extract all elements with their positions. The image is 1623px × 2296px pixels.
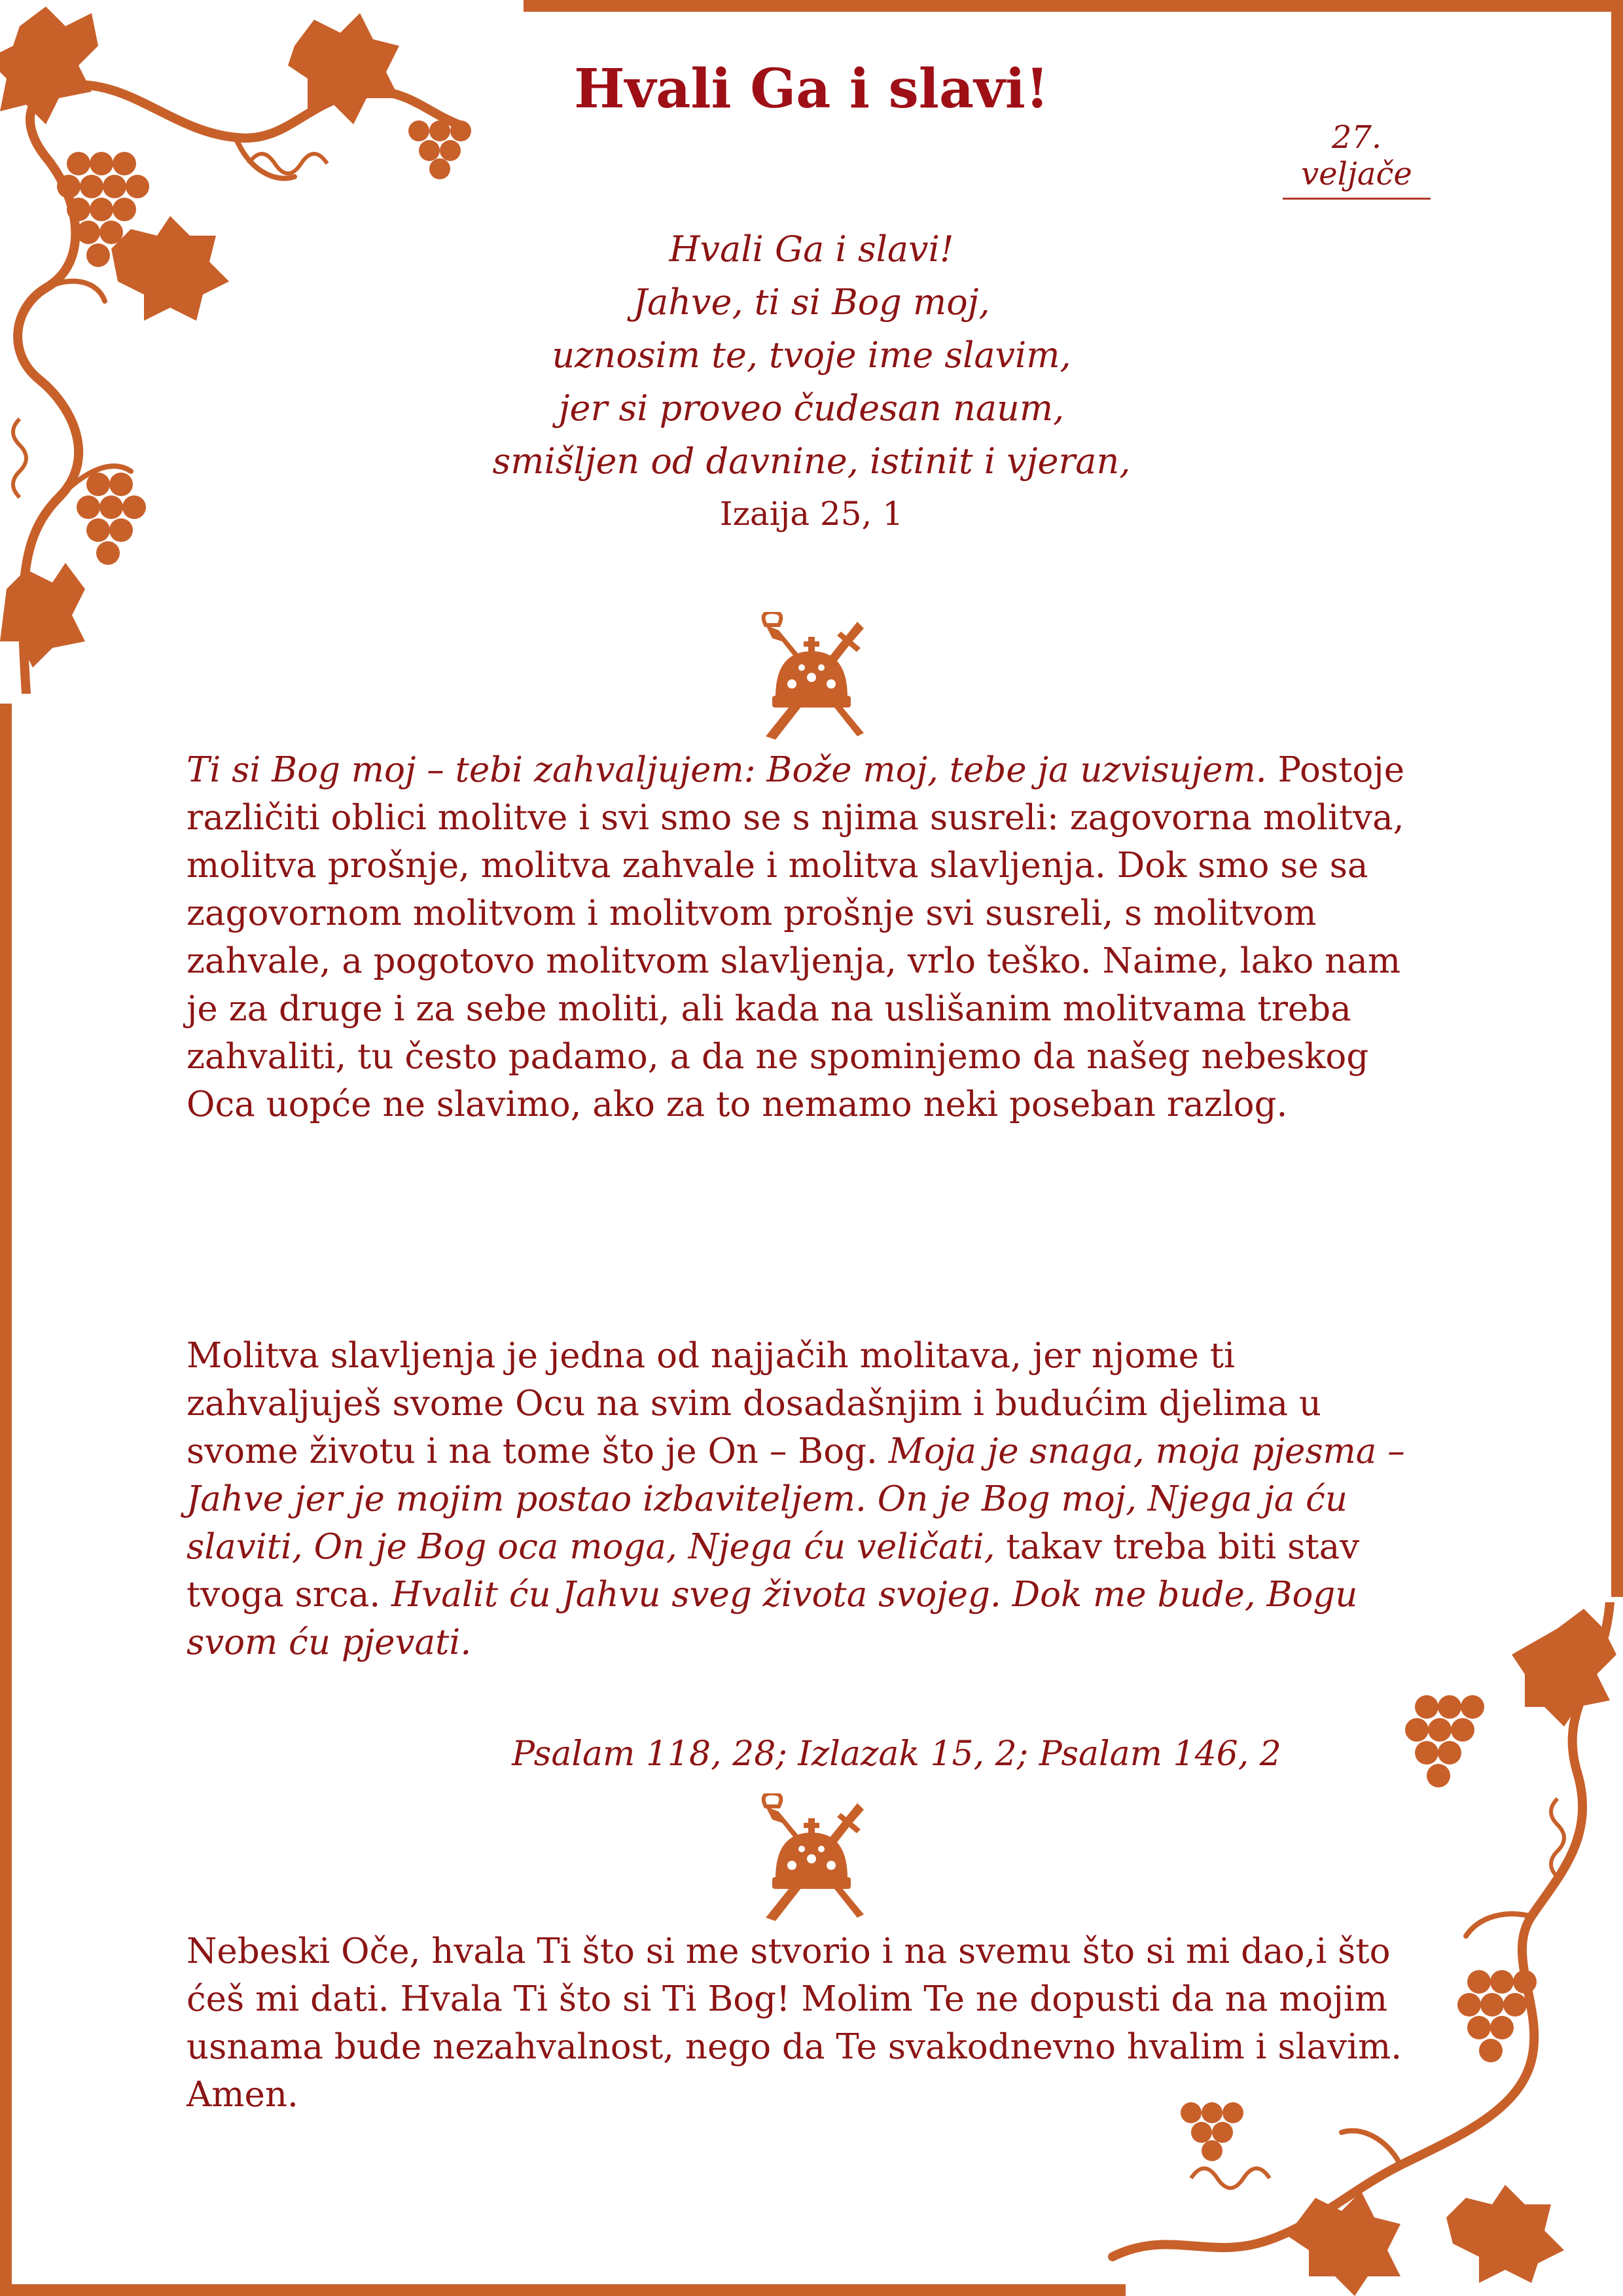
scripture-quote: Hvalit ću Jahvu sveg života svojeg. Dok me bude, Bogu svom ću pjevati.	[187, 1575, 1358, 1662]
verse-line: Jahve, ti si Bog moj,	[633, 281, 990, 323]
verse-line: jer si proveo čudesan naum,	[558, 387, 1065, 429]
frame-border-left	[0, 704, 12, 2296]
date-label: 27. veljače	[1283, 119, 1431, 200]
paragraph-intro	[187, 746, 1430, 1128]
page-title: Hvali Ga i slavi!	[574, 58, 1049, 120]
scripture-quote: Ti si Bog moj – tebi zahvaljujem: Bože moj, tebe ja uzvisujem.	[187, 750, 1267, 790]
scripture-reference: Psalam 118, 28; Izlazak 15, 2; Psalam 146, 2	[512, 1734, 1281, 1774]
verse-reference: Izaija 25, 1	[719, 495, 904, 533]
paragraph-text: Molitva slavljenja je jedna od najjačih molitava, jer njome ti zahvaljuješ svome Ocu na svim dosadašnjim i budućim djelima u svome životu i na tome što je On – Bog.	[187, 1336, 1322, 1471]
paragraph-text: Postoje različiti oblici molitve i svi smo se s njima susreli: zagovorna molitva, molitva prošnje, molitva zahvale i molitva slavljenja. Dok smo se sa zagovornom molitvom i molitvom prošnje svi susreli, s molitvom zahvale, a pogotovo molitvom slavljenja, vrlo teško. Naime, lako nam je za druge i za sebe moliti, ali kada na uslišanim molitvama treba zahvaliti, tu često padamo, a da ne spominjemo da našeg nebeskog Oca uopće ne slavimo, ako za to nemamo neki poseban razlog.	[187, 750, 1405, 1124]
opening-verse	[0, 223, 1623, 541]
crown-crozier-sword-icon	[746, 612, 877, 743]
verse-line: smišljen od davnine, istinit i vjeran,	[492, 440, 1131, 482]
frame-border-top	[524, 0, 1623, 12]
paragraph-text: takav treba biti stav tvoga srca.	[187, 1527, 1360, 1615]
verse-line: uznosim te, tvoje ime slavim,	[552, 334, 1071, 376]
verse-line: Hvali Ga i slavi!	[669, 228, 954, 270]
paragraph-praise	[187, 1332, 1430, 1666]
scripture-quote: Moja je snaga, moja pjesma – Jahve jer je mojim postao izbaviteljem. On je Bog moj, Njega ja ću slaviti, On je Bog oca moga, Njega ću veličati,	[187, 1431, 1405, 1567]
paragraph-prayer: Nebeski Oče, hvala Ti što si me stvorio i na svemu što si mi dao,i što ćeš mi dati. Hvala Ti što si Ti Bog! Molim Te ne dopusti da na mojim usnama bude nezahvalnost, nego da Te svakodnevno hvalim i slavim. Amen.	[187, 1931, 1402, 2115]
crown-crozier-sword-icon	[746, 1793, 877, 1924]
frame-border-bottom	[0, 2284, 1126, 2296]
